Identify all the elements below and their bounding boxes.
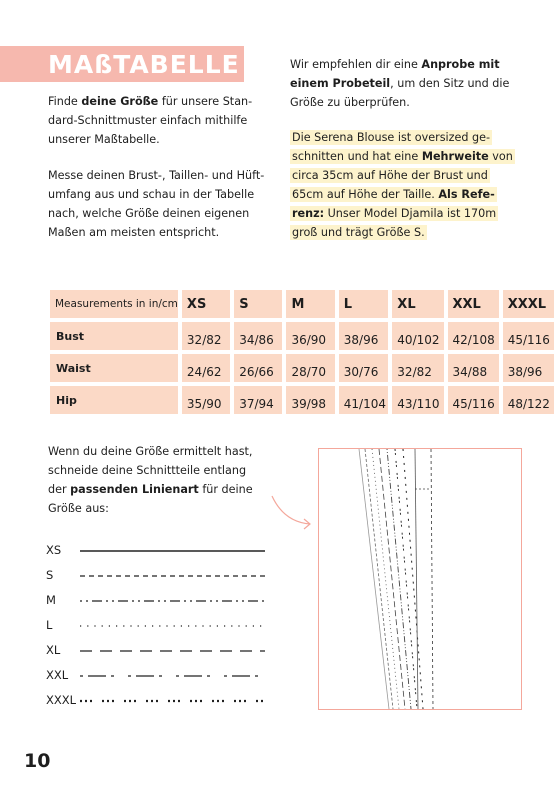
line-type-m	[46, 592, 286, 608]
long-dash-line-sample	[80, 649, 270, 653]
line-label: M	[46, 593, 56, 607]
table-cell: 45/116	[448, 386, 499, 414]
line-type-s	[46, 567, 286, 583]
size-header-cell: XXL	[448, 290, 499, 318]
size-header-cell: XL	[392, 290, 443, 318]
line-type-xxxl	[46, 692, 286, 708]
fitting-recommendation: Wir empfehlen dir eine Anprobe mit einem Probeteil, um den Sitz und die Größe zu überprüfen.	[290, 58, 510, 109]
cutting-instruction: Wenn du deine Größe ermittelt hast, schneide deine Schnittteile entlang der passenden Linienart für deine Größe aus:	[48, 445, 253, 515]
table-cell: 34/88	[448, 354, 499, 382]
dot-dash-dot-line-sample	[80, 674, 270, 678]
size-header-cell: L	[339, 290, 389, 318]
size-header-cell: XXXL	[503, 290, 554, 318]
line-type-xl	[46, 642, 286, 658]
table-cell: 26/66	[234, 354, 282, 382]
size-header-cell: S	[234, 290, 282, 318]
pattern-lines-icon	[319, 449, 521, 709]
line-label: XL	[46, 643, 61, 657]
size-chart-table	[46, 286, 558, 418]
page-title: MAßTABELLE	[48, 50, 240, 79]
table-cell: 36/90	[286, 322, 334, 350]
table-row	[50, 322, 554, 350]
table-cell: 37/94	[234, 386, 282, 414]
table-cell: 30/76	[339, 354, 389, 382]
line-type-xxl	[46, 667, 286, 683]
line-label: L	[46, 618, 53, 632]
table-cell: 32/82	[392, 354, 443, 382]
table-cell: 38/96	[503, 354, 554, 382]
table-cell: 24/62	[182, 354, 230, 382]
table-cell: 42/108	[448, 322, 499, 350]
intro-paragraph-1: Finde deine Größe für unsere Standard-Schnittmuster einfach mithilfe unserer Maßtabelle.	[48, 95, 253, 146]
size-header-cell: M	[286, 290, 334, 318]
line-label: XXL	[46, 668, 69, 682]
solid-line-sample	[80, 549, 270, 553]
triple-dot-line-sample	[80, 699, 270, 703]
page-number: 10	[24, 750, 51, 772]
table-cell: 45/116	[503, 322, 554, 350]
table-cell: 43/110	[392, 386, 443, 414]
table-cell: 39/98	[286, 386, 334, 414]
table-cell: 34/86	[234, 322, 282, 350]
table-row	[50, 386, 554, 414]
table-cell: 28/70	[286, 354, 334, 382]
table-cell: 32/82	[182, 322, 230, 350]
measurements-header: Measurements in in/cm	[50, 290, 178, 318]
table-row	[50, 354, 554, 382]
dashed-line-sample	[80, 574, 270, 578]
curved-arrow-icon	[270, 492, 318, 532]
row-label-waist: Waist	[50, 354, 178, 382]
line-type-xs	[46, 542, 286, 558]
dash-dot-line-sample	[80, 599, 270, 603]
table-cell: 48/122	[503, 386, 554, 414]
pattern-detail-illustration	[318, 448, 522, 710]
intro-paragraph-2: Messe deinen Brust-, Taillen- und Hüftumfang aus und schau in der Tabelle nach, welche Größe deinen eigenen Maßen am meisten entspricht.	[48, 169, 265, 239]
table-cell: 38/96	[339, 322, 389, 350]
line-type-l	[46, 617, 286, 633]
size-header-row	[50, 290, 554, 318]
fit-highlight-note: Die Serena Blouse ist oversized ge- schnitten und hat eine Mehrweite von circa 35cm auf Höhe der Brust und 65cm auf Höhe der Taille. Als Refe- renz: Unser Model Djamila ist 170m groß und trägt Größe S.	[292, 131, 513, 239]
size-header-cell: XS	[182, 290, 230, 318]
table-cell: 40/102	[392, 322, 443, 350]
line-label: XXXL	[46, 693, 77, 707]
line-label: XS	[46, 543, 62, 557]
row-label-bust: Bust	[50, 322, 178, 350]
row-label-hip: Hip	[50, 386, 178, 414]
table-cell: 41/104	[339, 386, 389, 414]
line-label: S	[46, 568, 54, 582]
table-cell: 35/90	[182, 386, 230, 414]
dotted-line-sample	[80, 624, 270, 628]
